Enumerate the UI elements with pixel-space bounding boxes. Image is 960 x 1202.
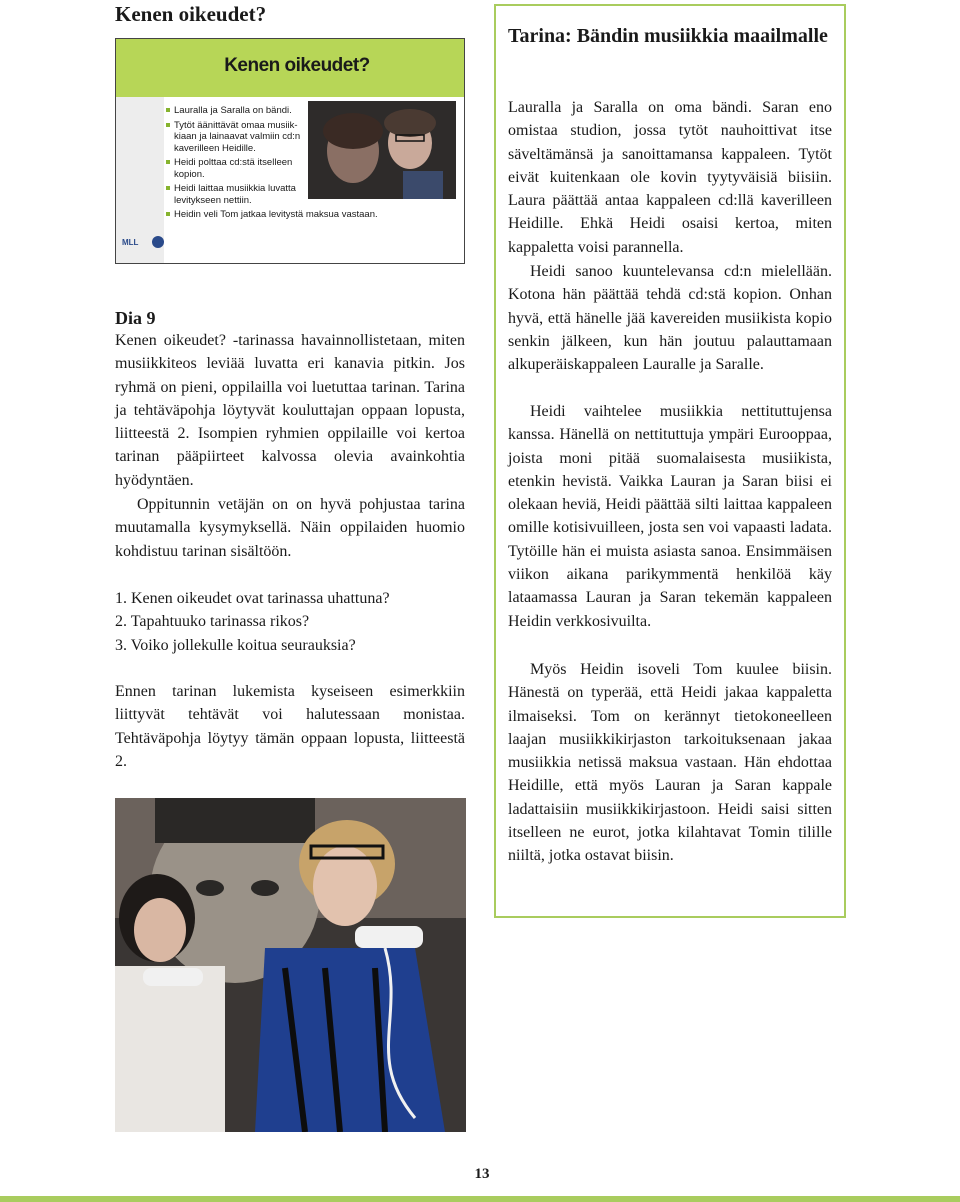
- students-photo: [115, 798, 466, 1132]
- slide-thumbnail: [115, 38, 465, 264]
- story-paragraph: Lauralla ja Saralla on oma bändi. Saran eno omistaa studion, jossa tytöt nauhoittivat itse säveltämänsä ja sanoittamansa kappaleen. Tytöt eivät kuitenkaan ole kovin tyytyväisiä biisiin. Laura päättää antaa kappaleen cd:llä kaverilleen Heidille. Ehkä Heidi osaisi kertoa, miten kappaletta voisi parannella.: [508, 99, 832, 256]
- footer-bar: [0, 1196, 960, 1202]
- question-item: 2. Tapahtuuko tarinassa rikos?: [115, 613, 310, 631]
- story-paragraph: Heidi vaihtelee musiikkia nettituttujensa kanssa. Hänellä on nettituttuja ympäri Eurooppaa, joista moni pitää suomalaisesta musiikista, etenkin hevistä. Vaikka Lauran ja Saran biisi ei olekaan heviä, Heidi päättää silti laittaa kappaleen omille kotisivuilleen, josta sen voi vapaasti ladata. Tytöille hän ei muista asiasta sanoa. Ensimmäisen viikon aikana parikymmentä henkilöä käy lataamassa Lauran ja Saran tekemän kappaleen Heidin verkkosivuilta.: [508, 403, 832, 630]
- slide-photo: [308, 101, 456, 199]
- slide-bullet: Heidi laittaa musiikkia luvatta levitykseen nettiin.: [166, 183, 314, 206]
- question-item: 1. Kenen oikeudet ovat tarinassa uhattuna?: [115, 590, 390, 607]
- page-number: 13: [474, 1166, 490, 1182]
- slide-bullet: Heidi polttaa cd:stä itselleen kopion.: [166, 157, 314, 180]
- story-paragraph: Myös Heidin isoveli Tom kuulee biisin. Hänestä on typerää, että Heidi jakaa kappaletta ilmaiseksi. Tom on kerännyt tietokoneelleen laajan musiikkikirjaston tarkoituksenaan jakaa musiikkia netissä maksua vastaan. Hän ehdottaa Heidille, että myös Lauran ja Saran kappale ladattaisiin musiikkikirjastoon. Heidi saisi sitten itselleen ne eurot, jotka kilahtavat Tomin tilille niiltä, jotka ostavat biisin.: [508, 661, 832, 865]
- slide-title: Kenen oikeudet?: [224, 55, 370, 76]
- closing-paragraph: Ennen tarinan lukemista kyseiseen esimerkkiin liittyvät tehtävät voi halutessaan monistaa. Tehtäväpohja löytyy tämän oppaan lopusta, liitteestä 2.: [115, 683, 465, 770]
- slide-bullet: Heidin veli Tom jatkaa levitystä maksua vastaan.: [166, 209, 454, 221]
- question-list: [115, 587, 465, 657]
- dia-paragraph: Oppitunnin vetäjän on on hyvä pohjustaa tarina muutamalla kysymyksellä. Näin oppilaiden huomio kohdistuu tarinan sisältöön.: [115, 496, 465, 560]
- slide-logos: [122, 235, 168, 249]
- svg-text:MLL: MLL: [122, 238, 139, 247]
- dia-paragraph: Kenen oikeudet? -tarinassa havainnollistetaan, miten musiikkiteos leviää luvatta eri kanavia pitkin. Jos ryhmä on pieni, oppilailla voi luetuttaa tarinan. Tarina ja tehtäväpohja löytyvät kouluttajan oppaan lopusta, liitteestä 2. Isompien ryhmien oppilaille voi kertoa tarinan pääpiirteet kalvossa olevia avainkohtia hyödyntäen.: [115, 332, 465, 489]
- story-title: Tarina: Bändin musiikkia maailmalle: [508, 25, 828, 47]
- slide-bullet: Lauralla ja Saralla on bändi.: [166, 105, 314, 117]
- slide-bullet-list: [166, 105, 378, 224]
- question-item: 3. Voiko jollekulle koitua seurauksia?: [115, 636, 356, 654]
- story-paragraph: Heidi sanoo kuuntelevansa cd:n mielellään. Kotona hän päättää tehdä cd:stä kopion. Onhan hyvä, että hänelle jää kavereiden musiikista kopio senkin jälkeen, kun hän joutuu palauttamaan alkuperäiskappaleen Lauralle ja Saralle.: [508, 263, 832, 374]
- slide-bullet: Tytöt äänittävät omaa musiik-kiaan ja lainaavat valmiin cd:n kaverilleen Heidille.: [166, 120, 314, 155]
- slide-number-heading: Dia 9: [115, 308, 156, 328]
- page-heading: Kenen oikeudet?: [115, 2, 267, 26]
